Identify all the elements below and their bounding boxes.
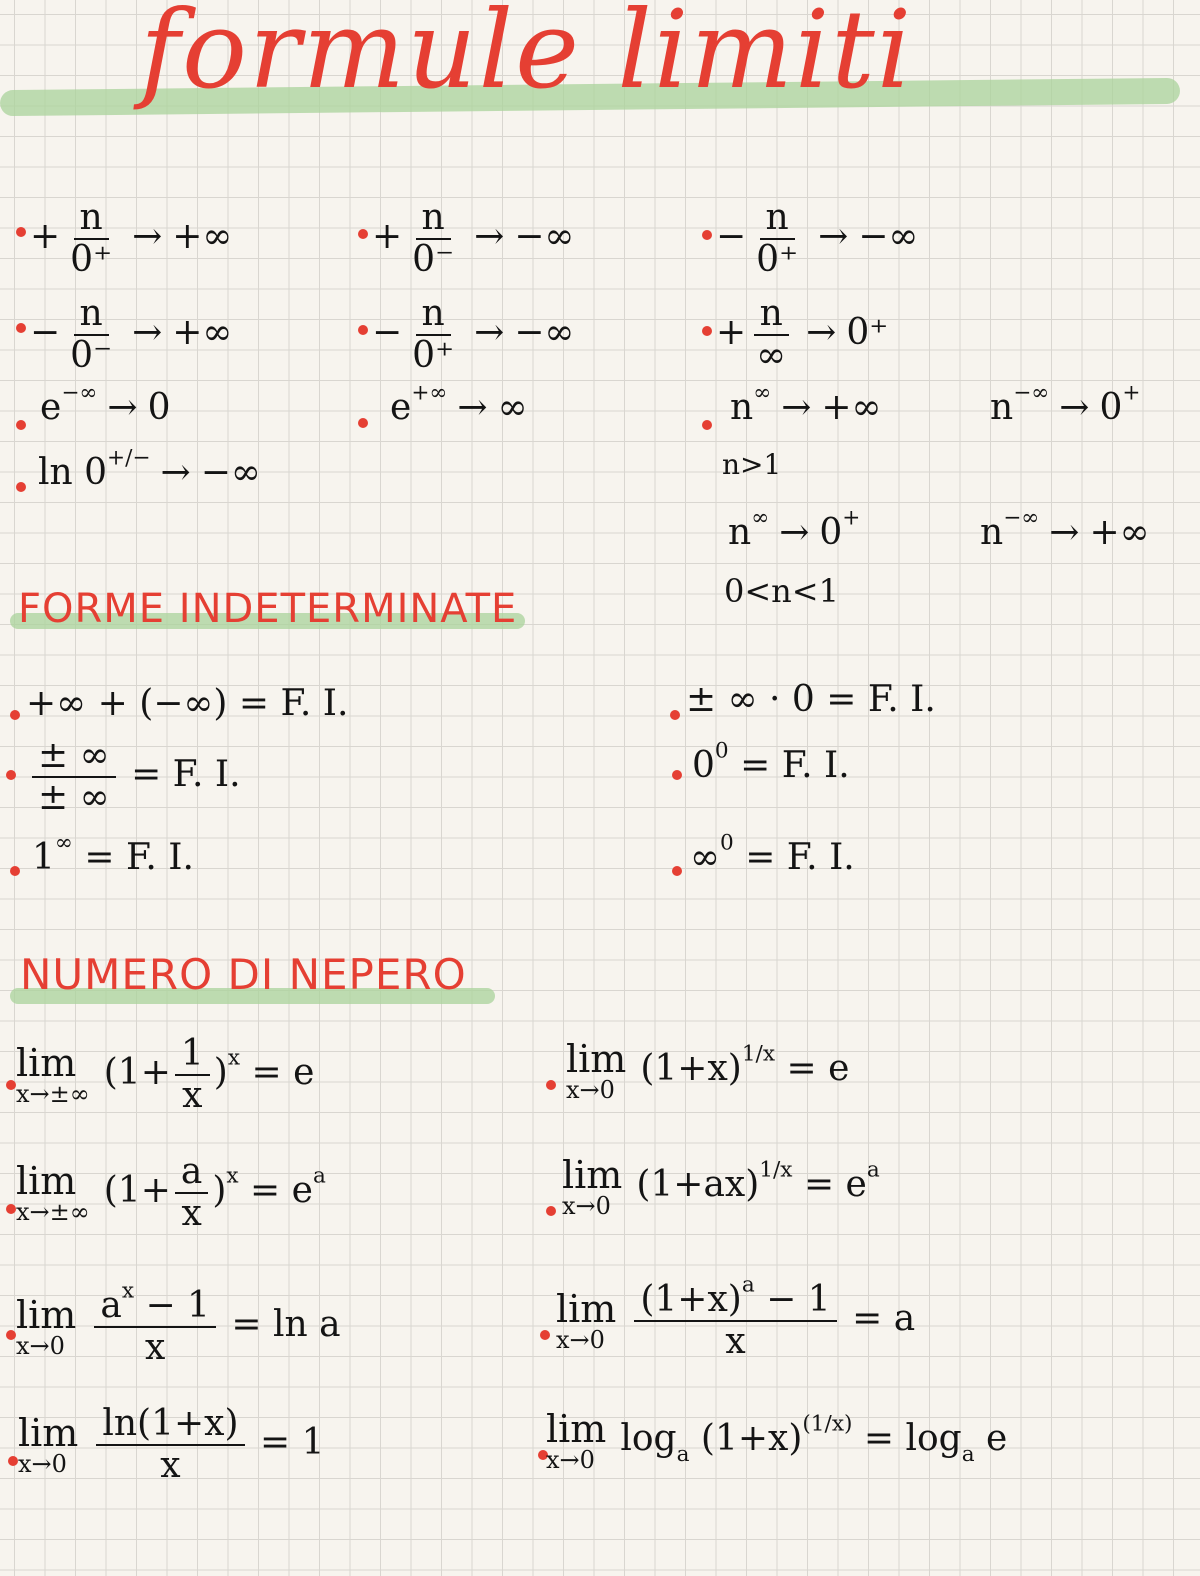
- bullet: [10, 710, 20, 720]
- bullet: [16, 482, 26, 492]
- limit-1-plus-1-over-x: lim x→±∞ (1+ $\frac{1}{x}$ )$^x$ = e: [16, 1033, 315, 1116]
- formula-inf-times-zero: ± ∞ · 0 = F. I.: [686, 679, 936, 720]
- limit-1-plus-x-pow-1-over-x: lim x→0 $(1+x)^{1/x} = e$: [566, 1037, 850, 1104]
- section-heading-numero-di-nepero: NUMERO DI NEPERO: [20, 950, 467, 999]
- page-title: formule limiti: [140, 0, 914, 113]
- formula-inf-pow-zero: ∞$^0$ = F. I.: [690, 830, 855, 878]
- bullet: [546, 1206, 556, 1216]
- formula-n-pow-inf-small: n∞ → 0+: [728, 505, 861, 553]
- condition-n-between-0-1: 0<n<1: [724, 572, 839, 610]
- formula-ln-zero: ln 0+/− → −∞: [38, 445, 261, 493]
- formula-e-pos-inf: e+∞ → ∞: [390, 380, 528, 428]
- bullet: [358, 229, 368, 239]
- limit-1-plus-x-pow-a-minus-1: lim x→0 $\frac{(1+x)^a - 1}{x}$ = a: [556, 1272, 916, 1362]
- formula-minus-n-over-0plus: − $\frac{n}{0^+}$ → −∞: [716, 197, 919, 280]
- section-heading-forme-indeterminate: FORME INDETERMINATE: [18, 586, 518, 632]
- bullet: [6, 1204, 16, 1214]
- formula-minus-n-over-0minus: − $\frac{n}{0^-}$ → +∞: [30, 293, 233, 376]
- bullet: [358, 325, 368, 335]
- bullet: [358, 418, 368, 428]
- bullet: [546, 1080, 556, 1090]
- bullet: [702, 420, 712, 430]
- formula-inf-minus-inf: +∞ + (−∞) = F. I.: [26, 683, 349, 724]
- formula-minus-n-over-0plus-2: − $\frac{n}{0^+}$ → −∞: [372, 293, 575, 376]
- bullet: [702, 326, 712, 336]
- limit-1-plus-ax-pow-1-over-x: lim x→0 $(1+ax)^{1/x} = e^a$: [562, 1153, 880, 1220]
- bullet: [10, 866, 20, 876]
- formula-n-pow-neg-inf: n−∞ → 0+: [990, 380, 1141, 428]
- bullet: [672, 770, 682, 780]
- formula-e-neg-inf: e−∞ → 0: [40, 380, 171, 428]
- limit-log-a-1-plus-x: lim x→0 $\log_a (1+x)^{(1/x)} = \log_a e$: [546, 1407, 1008, 1474]
- formula-plus-n-over-0minus: + $\frac{n}{0^-}$ → −∞: [372, 197, 575, 280]
- bullet: [702, 230, 712, 240]
- limit-a-pow-x-minus-1: lim x→0 $\frac{a^x - 1}{x}$ = ln a: [16, 1278, 341, 1368]
- condition-n-greater-1: n>1: [722, 448, 782, 481]
- bullet: [16, 227, 26, 237]
- bullet: [6, 1330, 16, 1340]
- bullet: [16, 323, 26, 333]
- formula-n-pow-neg-inf-small: n−∞ → +∞: [980, 505, 1150, 553]
- limit-ln-1-plus-x: lim x→0 $\frac{\ln(1+x)}{x}$ = 1: [18, 1403, 325, 1486]
- bullet: [8, 1456, 18, 1466]
- formula-plus-n-over-0plus: + $\frac{n}{0^+}$ → +∞: [30, 197, 233, 280]
- bullet: [6, 770, 16, 780]
- limit-1-plus-a-over-x: lim x→±∞ (1+ $\frac{a}{x}$ )$^x = e^a$: [16, 1151, 326, 1234]
- formula-one-pow-inf: 1∞ = F. I.: [32, 830, 194, 878]
- formula-inf-over-inf: $\frac{\pm \infty}{\pm \infty}$ = F. I.: [28, 738, 241, 816]
- formula-zero-pow-zero: $0^0 = F$. I.: [692, 738, 850, 786]
- bullet: [672, 866, 682, 876]
- formula-plus-n-over-inf: + $\frac{n}{\infty}$ → 0⁺: [716, 293, 889, 376]
- bullet: [16, 420, 26, 430]
- bullet: [6, 1080, 16, 1090]
- bullet: [670, 710, 680, 720]
- bullet: [540, 1330, 550, 1340]
- formula-n-pow-inf: n∞ → +∞: [730, 380, 882, 428]
